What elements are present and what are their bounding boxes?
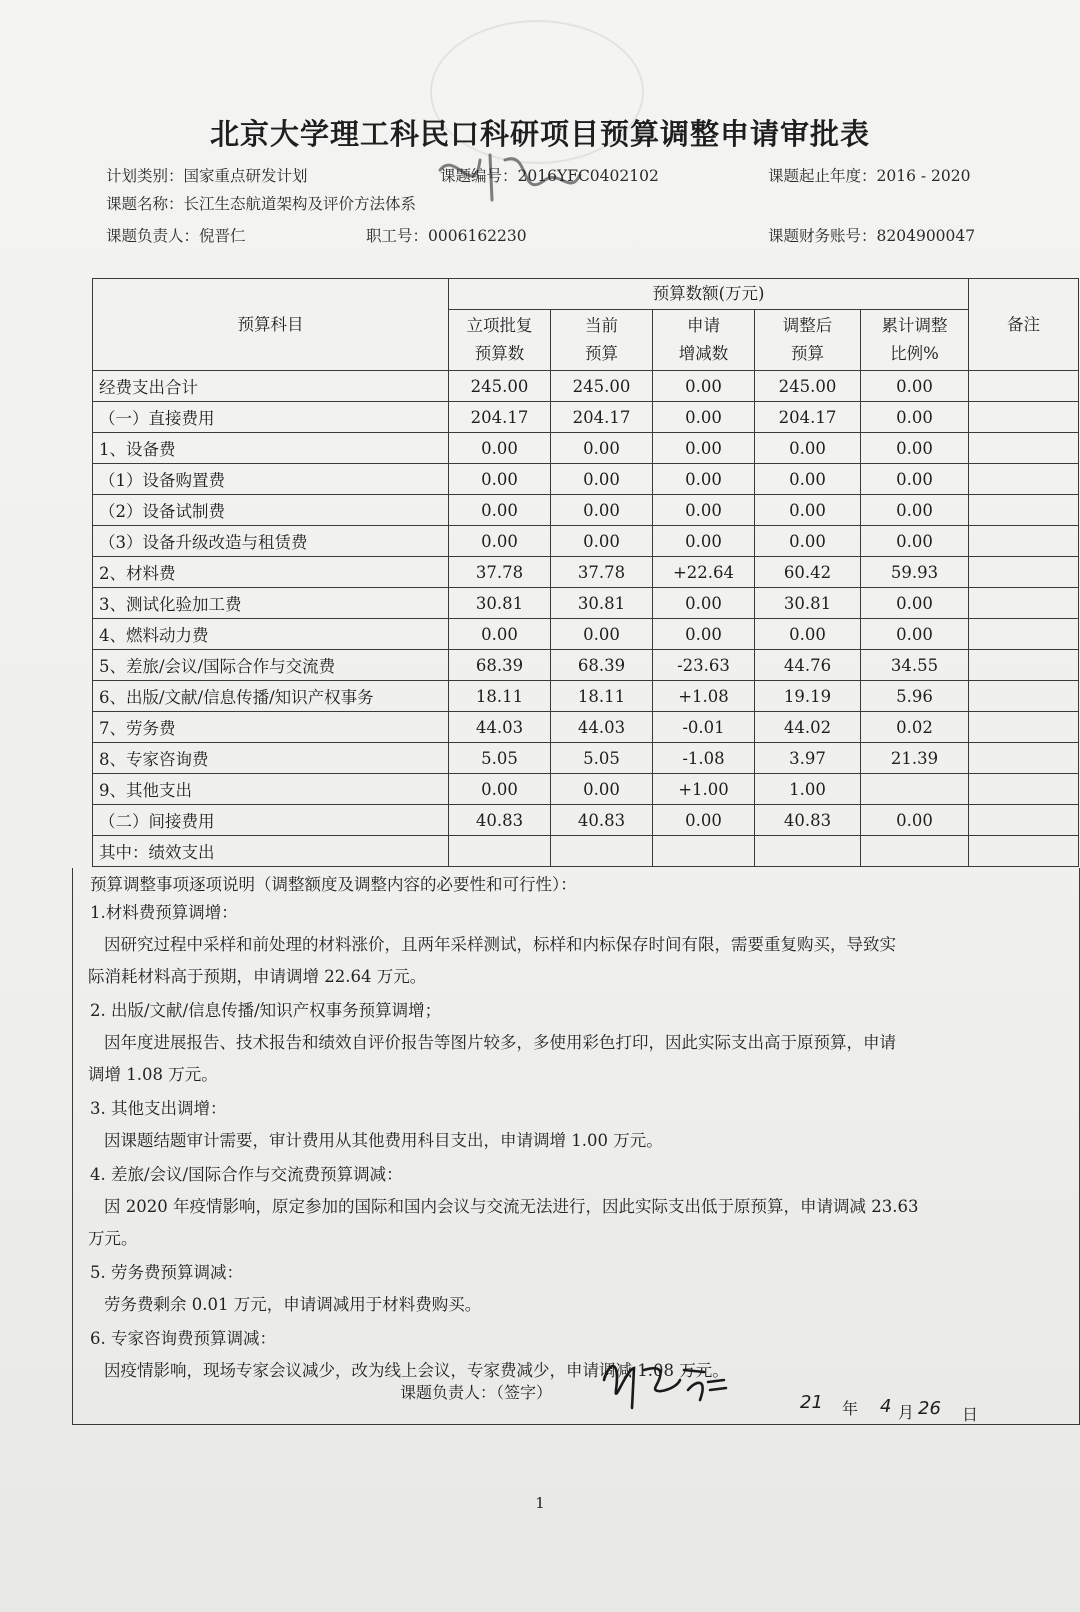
row-subject: （一）直接费用 (93, 402, 449, 433)
row-subject: 8、专家咨询费 (93, 743, 449, 774)
row-value: 0.00 (861, 805, 969, 836)
row-value: 30.81 (449, 588, 551, 619)
table-row (93, 836, 1079, 867)
table-row (93, 681, 1079, 712)
project-name-label: 课题名称： (106, 195, 184, 213)
row-subject: 经费支出合计 (93, 371, 449, 402)
table-row (93, 774, 1079, 805)
note-item-line: 因课题结题审计需要，审计费用从其他费用科目支出，申请调增 1.00 万元。 (104, 1131, 663, 1150)
row-value: -0.01 (653, 712, 755, 743)
row-value: 245.00 (449, 371, 551, 402)
page-number: 1 (535, 1494, 545, 1512)
row-note (969, 774, 1079, 805)
row-value: 5.05 (551, 743, 653, 774)
row-value: +22.64 (653, 557, 755, 588)
note-item-line: 因 2020 年疫情影响，原定参加的国际和国内会议与交流无法进行，因此实际支出低于原预算，申请调减 23.63 (104, 1197, 919, 1216)
row-note (969, 712, 1079, 743)
row-value: 34.55 (861, 650, 969, 681)
note-item-title: 2. 出版/文献/信息传播/知识产权事务预算调增； (90, 1001, 442, 1020)
sign-year-unit: 年 (842, 1399, 859, 1418)
row-subject: 2、材料费 (93, 557, 449, 588)
row-value: 0.00 (653, 588, 755, 619)
row-value: 204.17 (755, 402, 861, 433)
row-note (969, 836, 1079, 867)
row-value: 0.00 (653, 619, 755, 650)
row-subject: 4、燃料动力费 (93, 619, 449, 650)
header-budget-group: 预算数额(万元) (449, 279, 969, 310)
table-row (93, 402, 1079, 433)
row-value: 0.00 (449, 526, 551, 557)
row-subject: 1、设备费 (93, 433, 449, 464)
row-value: 40.83 (755, 805, 861, 836)
signature-label: 课题负责人：（签字） (400, 1383, 553, 1402)
row-value: 44.02 (755, 712, 861, 743)
note-item-title: 6. 专家咨询费预算调减： (90, 1329, 276, 1348)
header-subject: 预算科目 (93, 279, 449, 371)
header-line: 比例% (890, 344, 939, 363)
project-leader-value: 倪晋仁 (199, 227, 246, 245)
staff-number-value: 0006162230 (428, 227, 527, 245)
sign-year: 21 (800, 1392, 823, 1413)
row-value: 0.00 (755, 619, 861, 650)
note-item-line: 际消耗材料高于预期，申请调增 22.64 万元。 (88, 967, 427, 986)
row-value: 44.76 (755, 650, 861, 681)
header-approved-budget (449, 310, 551, 371)
row-note (969, 743, 1079, 774)
row-value (551, 836, 653, 867)
row-note (969, 371, 1079, 402)
project-period (768, 164, 971, 186)
row-note (969, 464, 1079, 495)
row-note (969, 681, 1079, 712)
project-name-value: 长江生态航道架构及评价方法体系 (183, 195, 417, 213)
row-value: 44.03 (449, 712, 551, 743)
header-line: 调整后 (782, 316, 833, 335)
row-value: 0.00 (755, 433, 861, 464)
finance-account-label: 课题财务账号： (768, 227, 877, 245)
header-adjusted-budget (755, 310, 861, 371)
row-value: 0.00 (861, 619, 969, 650)
note-item-line: 因疫情影响，现场专家会议减少，改为线上会议，专家费减少，申请调减 1.08 万元。 (104, 1361, 729, 1380)
row-value: 18.11 (449, 681, 551, 712)
row-subject: （2）设备试制费 (93, 495, 449, 526)
row-subject: （二）间接费用 (93, 805, 449, 836)
row-subject: 3、测试化验加工费 (93, 588, 449, 619)
sign-day-unit: 日 (962, 1405, 979, 1424)
finance-account (768, 224, 975, 246)
plan-type (106, 164, 308, 186)
row-value: 37.78 (449, 557, 551, 588)
row-value: 68.39 (551, 650, 653, 681)
row-value: 0.00 (653, 371, 755, 402)
row-value: 0.00 (551, 774, 653, 805)
note-item-line: 因研究过程中采样和前处理的材料涨价，且两年采样测试，标样和内标保存时间有限，需要重复购买，导致实 (104, 935, 896, 954)
row-note (969, 650, 1079, 681)
row-value (861, 836, 969, 867)
project-number-label: 课题编号： (440, 167, 518, 185)
row-value: 0.00 (861, 464, 969, 495)
row-value: 0.00 (755, 464, 861, 495)
row-value: 0.00 (653, 402, 755, 433)
table-row (93, 805, 1079, 836)
table-row (93, 712, 1079, 743)
row-value: 37.78 (551, 557, 653, 588)
sign-month-unit: 月 (898, 1403, 915, 1422)
row-value: 0.02 (861, 712, 969, 743)
row-value (449, 836, 551, 867)
row-value: 0.00 (755, 495, 861, 526)
project-number-value: 2016YFC0402102 (517, 167, 659, 185)
sign-day: 26 (918, 1398, 941, 1419)
row-value: -1.08 (653, 743, 755, 774)
finance-account-value: 8204900047 (876, 227, 976, 245)
row-value: 245.00 (755, 371, 861, 402)
header-line: 增减数 (678, 344, 729, 363)
row-note (969, 805, 1079, 836)
table-row (93, 464, 1079, 495)
row-value: 0.00 (653, 433, 755, 464)
row-value: 40.83 (449, 805, 551, 836)
row-subject: 7、劳务费 (93, 712, 449, 743)
row-value: 21.39 (861, 743, 969, 774)
row-subject: 6、出版/文献/信息传播/知识产权事务 (93, 681, 449, 712)
row-value: 59.93 (861, 557, 969, 588)
table-row (93, 526, 1079, 557)
note-item-title: 3. 其他支出调增： (90, 1099, 227, 1118)
row-value: 3.97 (755, 743, 861, 774)
row-value: 5.05 (449, 743, 551, 774)
row-value: 0.00 (551, 619, 653, 650)
notes-heading: 预算调整事项逐项说明（调整额度及调整内容的必要性和可行性）： (90, 875, 577, 894)
row-subject: 5、差旅/会议/国际合作与交流费 (93, 650, 449, 681)
row-value: 1.00 (755, 774, 861, 805)
row-value: 0.00 (861, 433, 969, 464)
row-value: 0.00 (755, 526, 861, 557)
row-value (861, 774, 969, 805)
row-value: 0.00 (551, 495, 653, 526)
row-value: 30.81 (755, 588, 861, 619)
row-value: 5.96 (861, 681, 969, 712)
row-value (755, 836, 861, 867)
row-value: 0.00 (449, 433, 551, 464)
header-line: 当前 (585, 316, 618, 335)
project-period-label: 课题起止年度： (768, 167, 877, 185)
staff-number (366, 224, 527, 246)
table-row (93, 433, 1079, 464)
note-item-line: 因年度进展报告、技术报告和绩效自评价报告等图片较多，多使用彩色打印，因此实际支出高于原预算，申请 (104, 1033, 896, 1052)
plan-type-label: 计划类别： (106, 167, 184, 185)
table-row (93, 495, 1079, 526)
project-leader (106, 224, 246, 246)
plan-type-value: 国家重点研发计划 (183, 167, 308, 185)
row-value: 18.11 (551, 681, 653, 712)
table-row (93, 743, 1079, 774)
note-item-title: 4. 差旅/会议/国际合作与交流费预算调减： (90, 1165, 403, 1184)
row-value: 245.00 (551, 371, 653, 402)
header-change-amount (653, 310, 755, 371)
row-subject: （3）设备升级改造与租赁费 (93, 526, 449, 557)
header-cumulative-ratio (861, 310, 969, 371)
row-value: +1.08 (653, 681, 755, 712)
project-leader-label: 课题负责人： (106, 227, 200, 245)
project-period-value: 2016 - 2020 (876, 167, 971, 185)
row-value: 0.00 (449, 619, 551, 650)
row-note (969, 557, 1079, 588)
row-value: 0.00 (449, 774, 551, 805)
note-item-title: 5. 劳务费预算调减： (90, 1263, 243, 1282)
row-value: 60.42 (755, 557, 861, 588)
row-value: +1.00 (653, 774, 755, 805)
row-note (969, 402, 1079, 433)
row-note (969, 588, 1079, 619)
sign-month: 4 (880, 1396, 892, 1417)
row-value: 0.00 (861, 588, 969, 619)
note-item-line: 万元。 (88, 1229, 138, 1248)
staff-number-label: 职工号： (366, 227, 429, 245)
row-value: 0.00 (449, 464, 551, 495)
form-title: 北京大学理工科民口科研项目预算调整申请审批表 (209, 117, 870, 151)
budget-table-body (93, 371, 1079, 867)
row-subject: （1）设备购置费 (93, 464, 449, 495)
table-row (93, 557, 1079, 588)
budget-table (92, 278, 1079, 867)
row-value: 0.00 (653, 805, 755, 836)
header-line: 预算 (585, 344, 618, 363)
row-note (969, 526, 1079, 557)
row-value: 68.39 (449, 650, 551, 681)
row-value: 44.03 (551, 712, 653, 743)
table-row (93, 588, 1079, 619)
row-value: 0.00 (653, 495, 755, 526)
row-value: 204.17 (449, 402, 551, 433)
row-value (653, 836, 755, 867)
project-name (106, 192, 416, 214)
header-line: 累计调整 (881, 316, 948, 335)
row-subject: 其中：绩效支出 (93, 836, 449, 867)
header-line: 预算数 (474, 344, 525, 363)
header-line: 立项批复 (466, 316, 533, 335)
row-note (969, 433, 1079, 464)
row-value: 0.00 (653, 526, 755, 557)
row-value: 0.00 (449, 495, 551, 526)
table-row (93, 619, 1079, 650)
row-value: 0.00 (861, 371, 969, 402)
header-note: 备注 (969, 279, 1079, 371)
row-note (969, 495, 1079, 526)
row-value: 0.00 (551, 433, 653, 464)
project-number (440, 164, 659, 186)
header-line: 预算 (791, 344, 824, 363)
row-value: -23.63 (653, 650, 755, 681)
row-value: 0.00 (861, 402, 969, 433)
note-item-title: 1.材料费预算调增： (90, 903, 238, 922)
row-value: 30.81 (551, 588, 653, 619)
row-value: 19.19 (755, 681, 861, 712)
table-row (93, 371, 1079, 402)
table-row (93, 650, 1079, 681)
handwritten-signature (596, 1350, 736, 1420)
row-value: 0.00 (551, 464, 653, 495)
row-value: 0.00 (861, 526, 969, 557)
row-value: 0.00 (861, 495, 969, 526)
row-value: 0.00 (653, 464, 755, 495)
row-value: 204.17 (551, 402, 653, 433)
row-subject: 9、其他支出 (93, 774, 449, 805)
header-line: 申请 (687, 316, 720, 335)
note-item-line: 劳务费剩余 0.01 万元，申请调减用于材料费购买。 (104, 1295, 482, 1314)
row-value: 0.00 (551, 526, 653, 557)
header-current-budget (551, 310, 653, 371)
row-value: 40.83 (551, 805, 653, 836)
table-header-row (93, 279, 1079, 310)
note-item-line: 调增 1.08 万元。 (88, 1065, 218, 1084)
row-note (969, 619, 1079, 650)
